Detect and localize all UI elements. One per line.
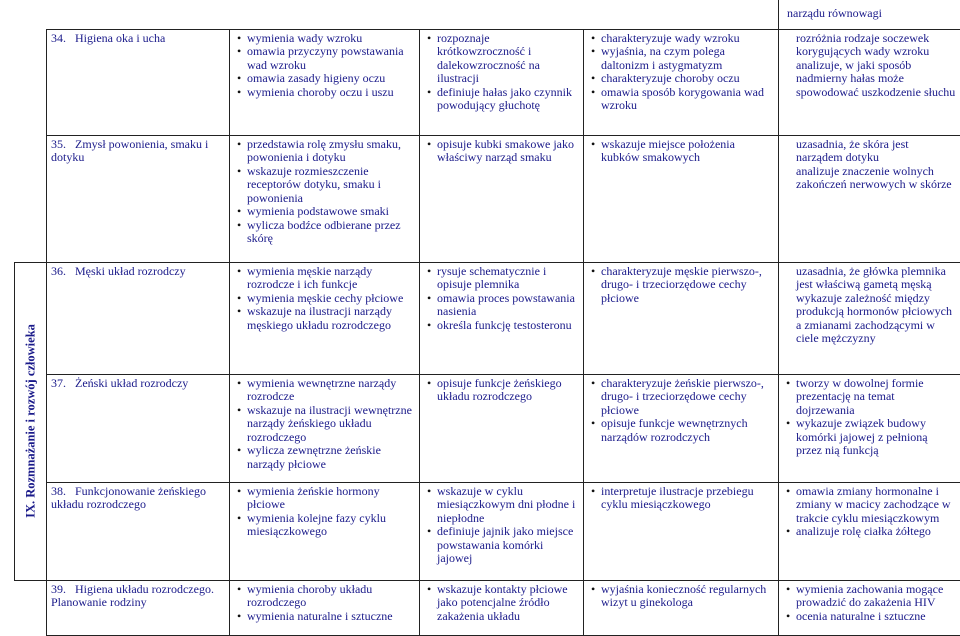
row-number: 34. [51,31,66,45]
requirements-extended [420,374,584,482]
list-item: • wymienia podstawowe smaki [247,205,415,219]
list-item: • określa funkcję testosteronu [437,319,579,333]
topic-cell [47,374,230,482]
requirements-basic [230,29,420,135]
list-item: • wymienia naturalne i sztuczne [247,610,415,624]
row-number: 37. [51,376,66,390]
list-item: • omawia zasady higieny oczu [247,72,415,86]
empty-cell [420,0,584,29]
list-item: uzasadnia, że skóra jest narządem dotyku [796,138,956,165]
list-item: analizuje znaczenie wolnych zakończeń nerwowych w skórze [796,165,956,192]
requirements-excellent [779,580,960,635]
table-row [15,262,960,374]
empty-cell [15,0,47,29]
list-item: • omawia sposób korygowania wad wzroku [601,86,774,113]
requirements-good [584,482,779,580]
list-item: • rysuje schematycznie i opisuje plemnika [437,265,579,292]
topic-title: Męski układ rozrodczy [75,264,186,278]
topic-cell [47,29,230,135]
list-item: • tworzy w dowolnej formie prezentację na temat dojrzewania [796,377,956,418]
requirements-excellent [779,262,960,374]
requirements-basic [230,580,420,635]
list-item: • wymienia żeńskie hormony płciowe [247,485,415,512]
row-number: 35. [51,137,66,151]
list-item: • charakteryzuje męskie pierwszo-, drugo- i trzeciorzędowe cechy płciowe [601,265,774,306]
list-item: • wskazuje na ilustracji wewnętrzne narządy żeńskiego układu rozrodczego [247,404,415,445]
list-item: • charakteryzuje choroby oczu [601,72,774,86]
requirements-excellent [779,374,960,482]
requirements-basic [230,374,420,482]
list-item: • opisuje funkcje żeńskiego układu rozrodczego [437,377,579,404]
list-item: • wyjaśnia, na czym polega daltonizm i astygmatyzm [601,45,774,72]
empty-cell [15,29,47,135]
empty-cell [584,0,779,29]
table-row [15,374,960,482]
list-item: • definiuje jajnik jako miejsce powstawania komórki jajowej [437,525,579,566]
list-item: • wskazuje rozmieszczenie receptorów dotyku, smaku i powonienia [247,165,415,206]
list-item: • wymienia zachowania mogące prowadzić do zakażenia HIV [796,583,956,610]
requirements-basic [230,135,420,262]
list-item: • wymienia męskie narządy rozrodcze i ich funkcje [247,265,415,292]
empty-cell [15,580,47,635]
requirements-basic [230,262,420,374]
list-item: • wykazuje związek budowy komórki jajowej z pełnioną przez nią funkcją [796,417,956,458]
list-item: • wskazuje miejsce położenia kubków smakowych [601,138,774,165]
table-row [15,482,960,580]
list-item: • wylicza zewnętrzne żeńskie narządy płciowe [247,444,415,471]
list-item: • definiuje hałas jako czynnik powodujący głuchotę [437,86,579,113]
list-item: • omawia zmiany hormonalne i zmiany w macicy zachodzące w trakcie cyklu miesiączkowym [796,485,956,526]
requirements-extended [420,580,584,635]
header-text: narządu równowagi [787,6,882,20]
requirements-extended [420,29,584,135]
header-cell [779,0,960,29]
list-item: • ocenia naturalne i sztuczne [796,610,956,624]
list-item: • rozpoznaje krótkowzroczność i dalekowzroczność na ilustracji [437,32,579,86]
list-item: • wymienia wady wzroku [247,32,415,46]
list-item: • analizuje rolę ciałka żółtego [796,525,956,539]
list-item: • omawia przyczyny powstawania wad wzroku [247,45,415,72]
list-item: • wymienia męskie cechy płciowe [247,292,415,306]
requirements-extended [420,482,584,580]
list-item: • opisuje funkcje wewnętrznych narządów rozrodczych [601,417,774,444]
list-item: • charakteryzuje żeńskie pierwszo-, drugo- i trzeciorzędowe cechy płciowe [601,377,774,418]
list-item: • charakteryzuje wady wzroku [601,32,774,46]
list-item: • wyjaśnia konieczność regularnych wizyt u ginekologa [601,583,774,610]
list-item: • wskazuje kontakty płciowe jako potencjalne źródło zakażenia układu [437,583,579,624]
requirements-good [584,580,779,635]
list-item: • opisuje kubki smakowe jako właściwy narząd smaku [437,138,579,165]
section-label: IX. Rozmnażanie i rozwój człowieka [24,324,38,518]
requirements-extended [420,262,584,374]
section-label-cell [15,262,47,580]
topic-cell [47,135,230,262]
table-row [15,135,960,262]
requirements-excellent [779,135,960,262]
requirements-excellent [779,482,960,580]
list-item: • wymienia choroby oczu i uszu [247,86,415,100]
topic-cell [47,262,230,374]
requirements-good [584,135,779,262]
row-number: 38. [51,484,66,498]
list-item: rozróżnia rodzaje soczewek korygujących wady wzroku [796,32,956,59]
list-item: • wymienia wewnętrzne narządy rozrodcze [247,377,415,404]
topic-title: Żeński układ rozrodczy [75,376,188,390]
requirements-good [584,374,779,482]
row-number: 36. [51,264,66,278]
table-row [15,29,960,135]
requirements-basic [230,482,420,580]
empty-cell [15,135,47,262]
list-item: analizuje, w jaki sposób nadmierny hałas może spowodować uszkodzenie słuchu [796,59,956,100]
topic-title: Zmysł powonienia, smaku i dotyku [51,137,208,165]
empty-cell [47,0,230,29]
list-item: • wymienia kolejne fazy cyklu miesiączkowego [247,512,415,539]
list-item: • wymienia choroby układu rozrodczego [247,583,415,610]
list-item: • omawia proces powstawania nasienia [437,292,579,319]
requirements-excellent [779,29,960,135]
topic-title: Funkcjonowanie żeńskiego układu rozrodczego [51,484,206,512]
topic-title: Higiena oka i ucha [75,31,165,45]
list-item: • wskazuje w cyklu miesiączkowym dni płodne i niepłodne [437,485,579,526]
list-item: • interpretuje ilustracje przebiegu cyklu miesiączkowego [601,485,774,512]
topic-title: Higiena układu rozrodczego. Planowanie rodziny [51,582,214,610]
curriculum-table [14,0,960,636]
requirements-good [584,29,779,135]
list-item: • wylicza bodźce odbierane przez skórę [247,219,415,246]
topic-cell [47,482,230,580]
list-item: uzasadnia, że główka plemnika jest właściwą gametą męską [796,265,956,292]
topic-cell [47,580,230,635]
requirements-good [584,262,779,374]
list-item: • przedstawia rolę zmysłu smaku, powonienia i dotyku [247,138,415,165]
row-number: 39. [51,582,66,596]
empty-cell [230,0,420,29]
list-item: wykazuje zależność między produkcją hormonów płciowych a zmianami zachodzącymi w ciele mężczyzny [796,292,956,346]
requirements-extended [420,135,584,262]
table-row [15,580,960,635]
list-item: • wskazuje na ilustracji narządy męskiego układu rozrodczego [247,305,415,332]
